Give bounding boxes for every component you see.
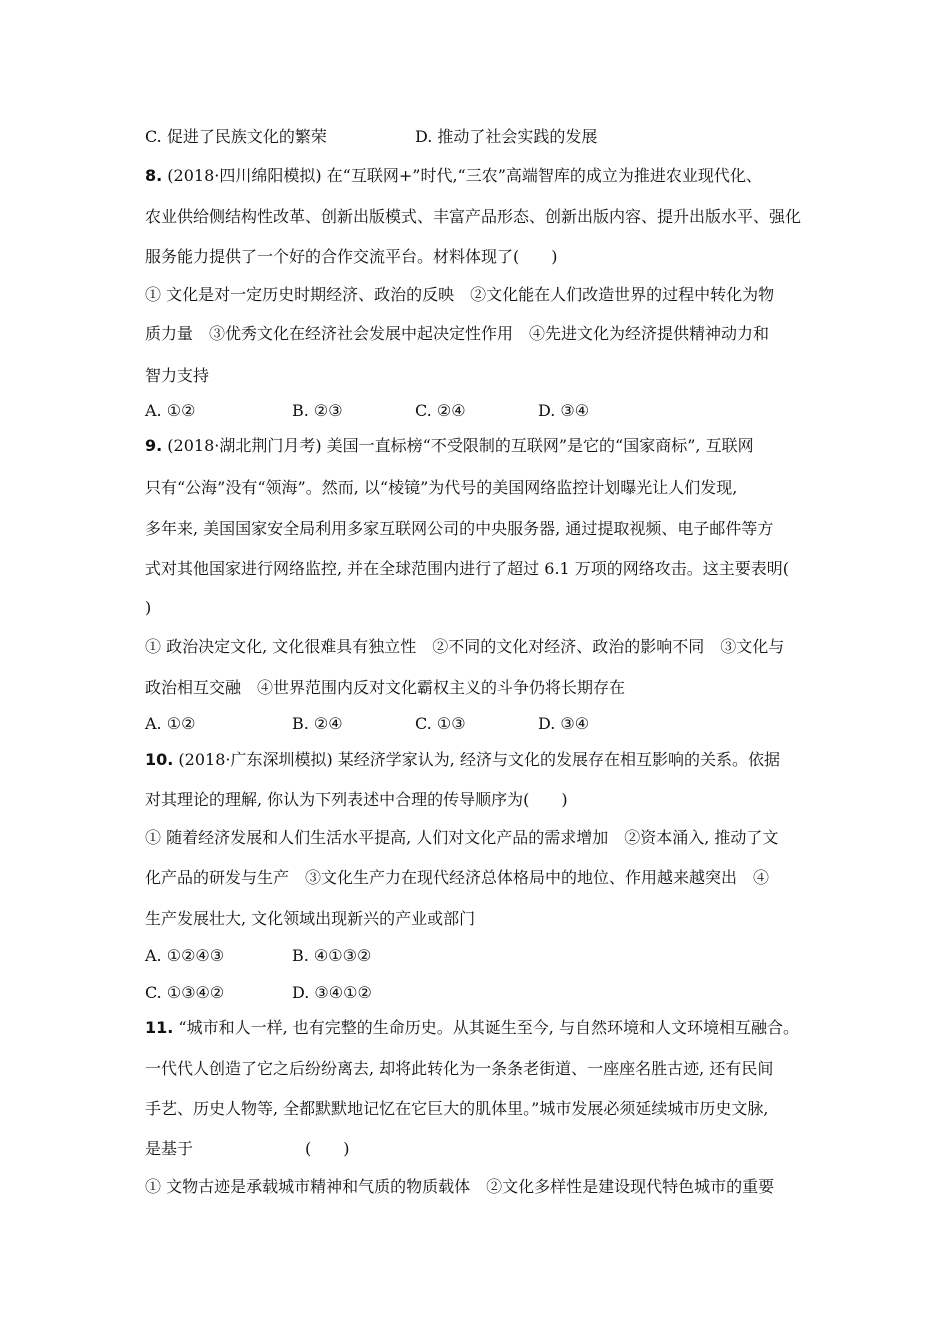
q9-number: 9. [145,436,163,455]
q9-line-6: ① 政治决定文化, 文化很难具有独立性 ②不同的文化对经济、政治的影响不同 ③文化与 [145,637,785,656]
q10-option-d: D. ③④①② [292,983,372,1002]
q11-line-5: ① 文物古迹是承载城市精神和气质的物质载体 ②文化多样性是建设现代特色城市的重要 [145,1177,775,1196]
q9-option-c: C. ①③ [415,714,466,733]
q9-option-b: B. ②④ [292,714,343,733]
q10-line-2: 对其理论的理解, 你认为下列表述中合理的传导顺序为( ) [145,790,568,809]
q10-option-b: B. ④①③② [292,946,372,965]
q10-option-c: C. ①③④② [145,983,225,1002]
q10-line-5: 生产发展壮大, 文化领域出现新兴的产业或部门 [145,909,476,928]
q8-line-1: 8. (2018·四川绵阳模拟) 在“互联网+”时代,“三农”高端智库的成立为推进农业现代化、 [145,166,762,185]
q8-option-b: B. ②③ [292,401,343,420]
q11-line-2: 一代代人创造了它之后纷纷离去, 却将此转化为一条条老街道、一座座名胜古迹, 还有民间 [145,1059,774,1078]
q8-line-4: ① 文化是对一定历史时期经济、政治的反映 ②文化能在人们改造世界的过程中转化为物 [145,285,775,304]
q8-line-6: 智力支持 [145,366,210,385]
q11-number: 11. [145,1018,174,1037]
q10-line-3: ① 随着经济发展和人们生活水平提高, 人们对文化产品的需求增加 ②资本涌入, 推动了文 [145,828,779,847]
q11-line-4: 是基于 ( ) [145,1139,350,1158]
q8-option-a: A. ①② [145,401,196,420]
q8-option-d: D. ③④ [538,401,590,420]
q8-number: 8. [145,166,163,185]
q10-line-4: 化产品的研发与生产 ③文化生产力在现代经济总体格局中的地位、作用越来越突出 ④ [145,868,770,887]
q9-line-2: 只有“公海”没有“领海”。然而, 以“棱镜”为代号的美国网络监控计划曝光让人们发现, [145,478,738,497]
q11-line-1: 11. “城市和人一样, 也有完整的生命历史。从其诞生至今, 与自然环境和人文环境相互融合。 [145,1018,799,1037]
q9-line-5: ) [145,598,152,617]
q9-option-d: D. ③④ [538,714,590,733]
q9-line-7: 政治相互交融 ④世界范围内反对文化霸权主义的斗争仍将长期存在 [145,678,626,697]
q10-number: 10. [145,750,174,769]
q9-line-4: 式对其他国家进行网络监控, 并在全球范围内进行了超过 6.1 万项的网络攻击。这主要表明( [145,559,790,578]
q9-line-1: 9. (2018·湖北荆门月考) 美国一直标榜“不受限制的互联网”是它的“国家商标”, 互联网 [145,436,754,455]
q11-line-3: 手艺、历史人物等, 全都默默地记忆在它巨大的肌体里。”城市发展必须延续城市历史文脉, [145,1099,769,1118]
q10-option-a: A. ①②④③ [145,946,225,965]
q8-line-3: 服务能力提供了一个好的合作交流平台。材料体现了( ) [145,247,558,266]
option-c: C. 促进了民族文化的繁荣 [145,127,327,146]
q9-line-3: 多年来, 美国国家安全局利用多家互联网公司的中央服务器, 通过提取视频、电子邮件等方 [145,519,774,538]
q10-line-1: 10. (2018·广东深圳模拟) 某经济学家认为, 经济与文化的发展存在相互影响的关系。依据 [145,750,780,769]
q8-line-2: 农业供给侧结构性改革、创新出版模式、丰富产品形态、创新出版内容、提升出版水平、强化 [145,207,802,226]
q8-option-c: C. ②④ [415,401,466,420]
q9-option-a: A. ①② [145,714,196,733]
option-d: D. 推动了社会实践的发展 [415,127,598,146]
q8-line-5: 质力量 ③优秀文化在经济社会发展中起决定性作用 ④先进文化为经济提供精神动力和 [145,324,770,343]
